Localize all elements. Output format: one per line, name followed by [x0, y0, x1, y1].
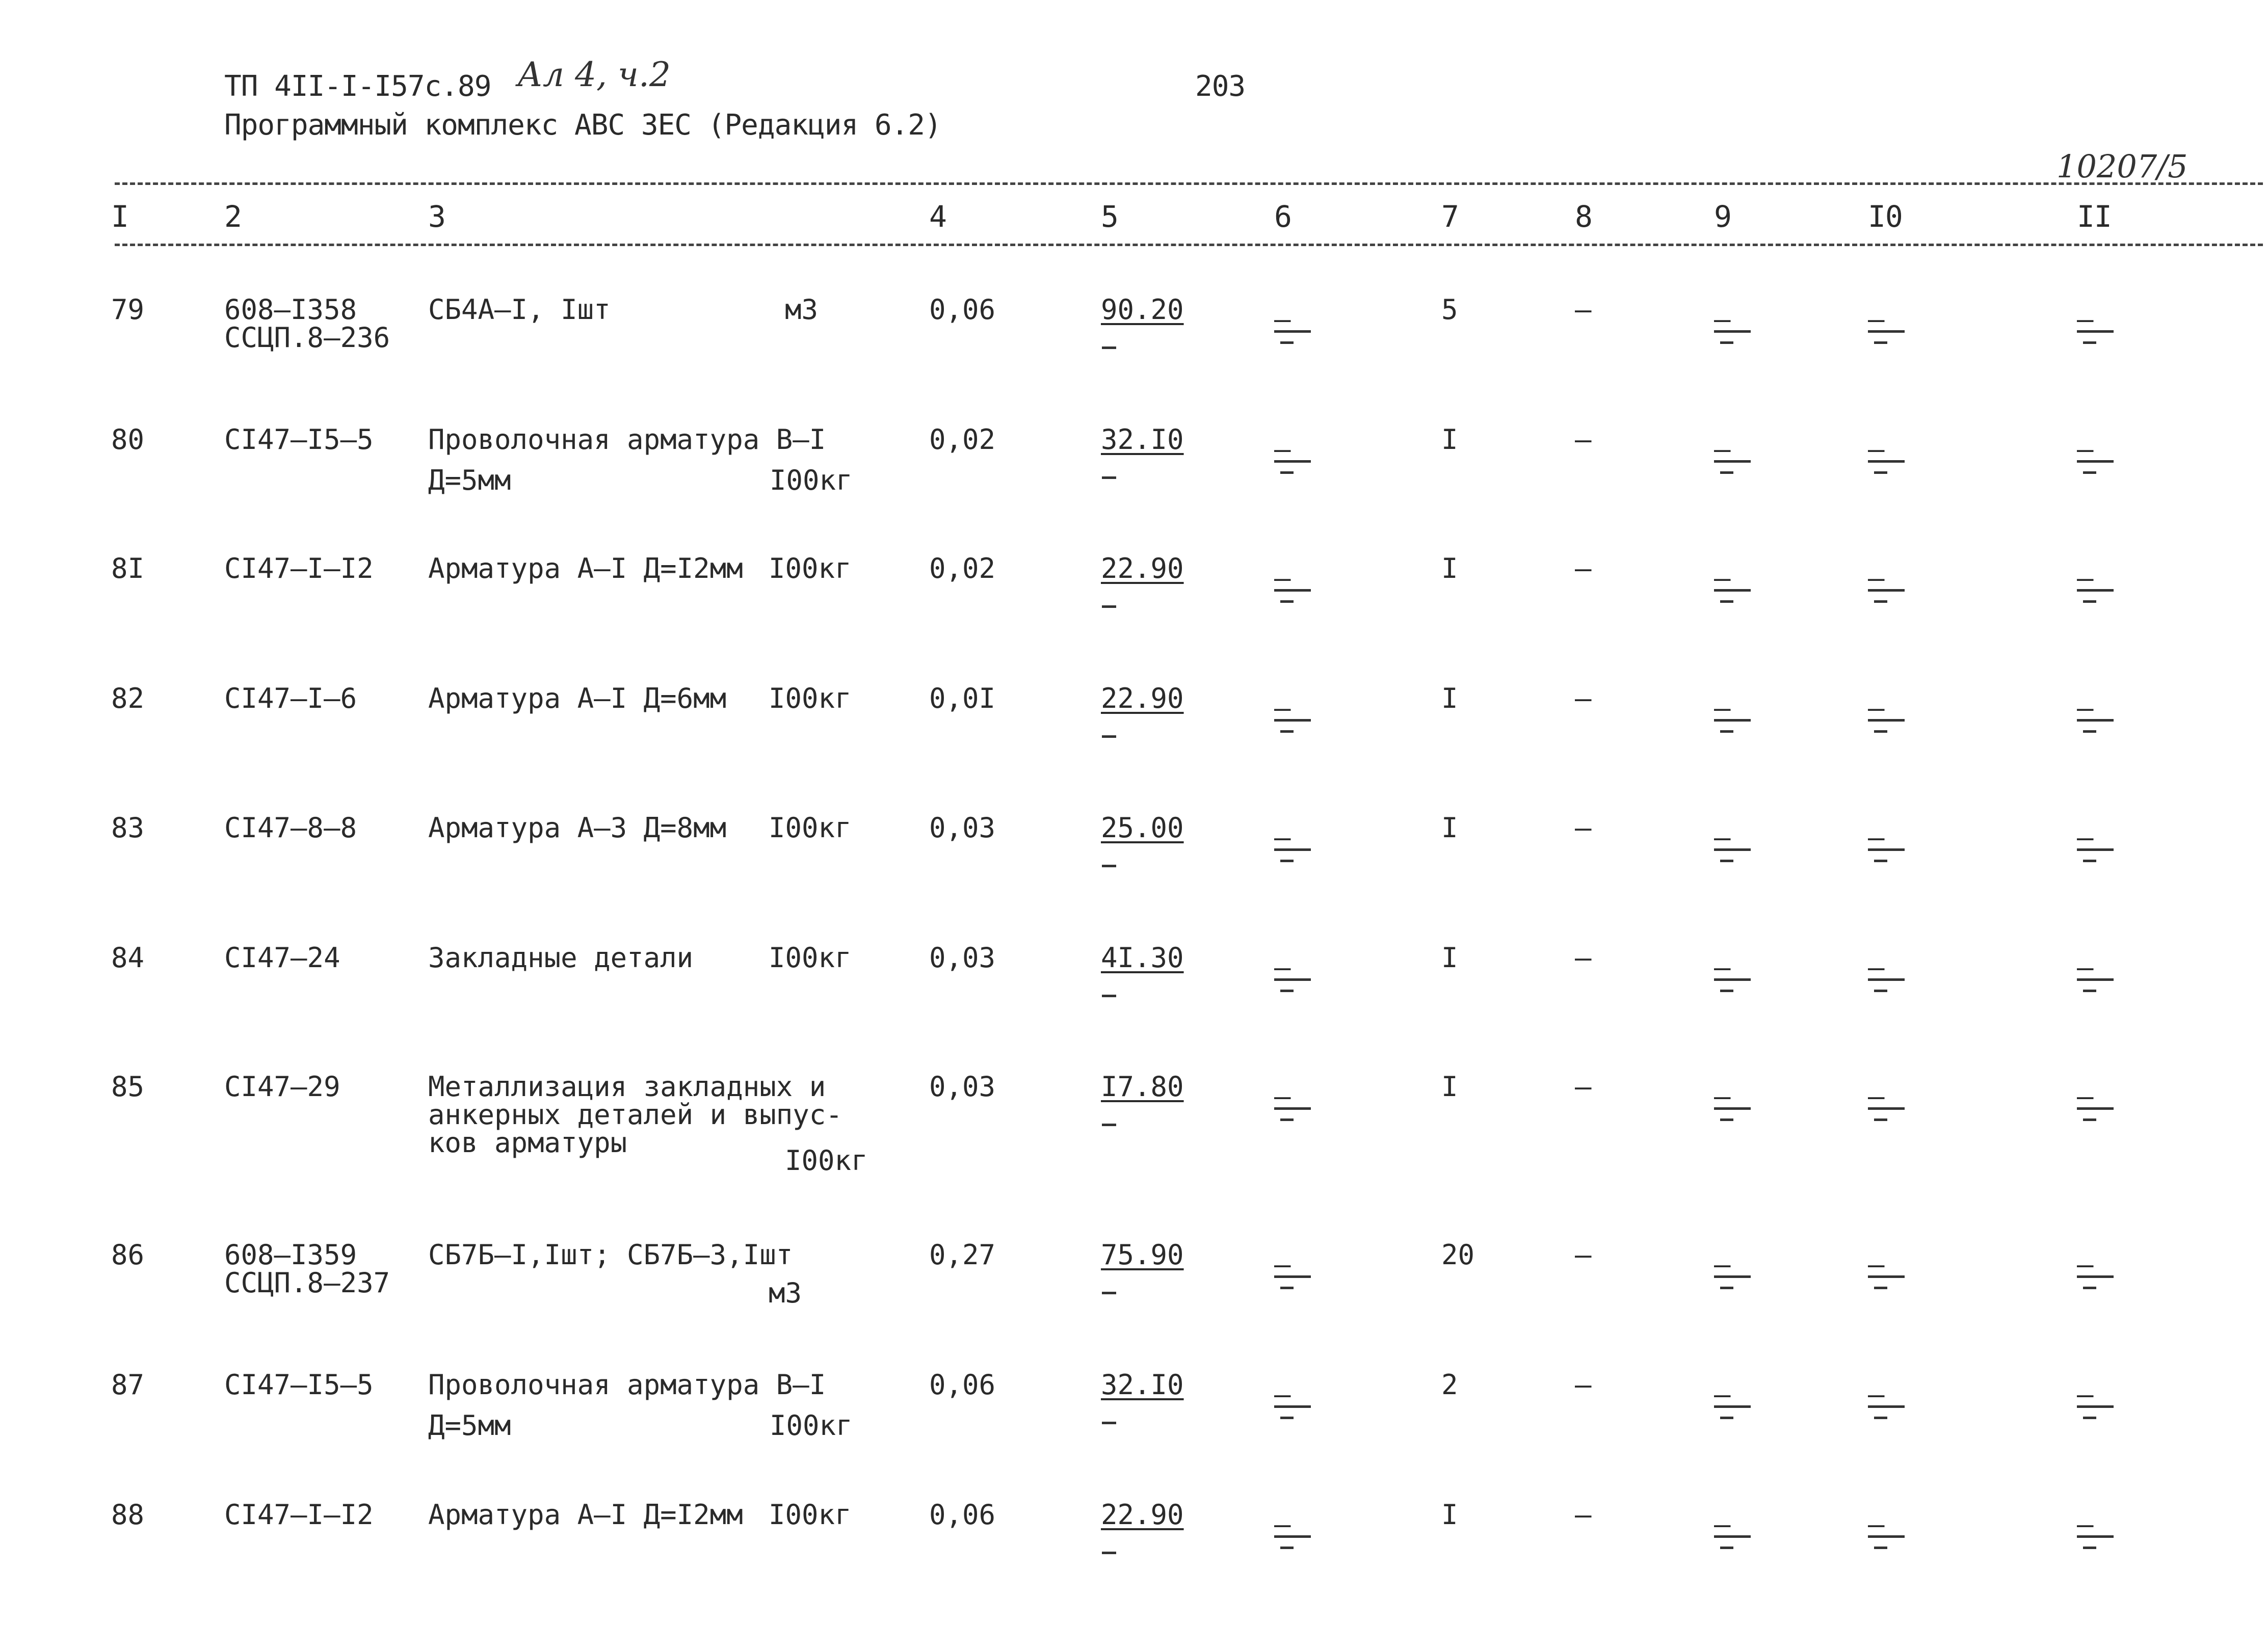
row-col8: – [1575, 1239, 1592, 1271]
row-number: 83 [111, 812, 145, 844]
row-description-line: Проволочная арматура В–I [428, 423, 826, 456]
dash-mark-col11 [2077, 562, 2118, 610]
dash-mark-bottom [2083, 1417, 2096, 1419]
dash-mark-bottom [1720, 600, 1733, 603]
row-unit: I00кг [769, 812, 852, 844]
dash-mark-col9 [1714, 692, 1755, 740]
dash-mark-bottom [1720, 860, 1733, 862]
dash-mark-bar [1274, 719, 1311, 722]
row-col8: – [1575, 294, 1592, 326]
dash-mark-col10 [1868, 433, 1909, 482]
row-code-line: 608–I358 [224, 294, 357, 326]
dash-mark-col9 [1714, 821, 1755, 870]
dash-mark-col10 [1868, 692, 1909, 740]
dash-mark-bottom [1720, 1547, 1733, 1549]
dash-mark-bottom [1280, 471, 1294, 474]
dash-mark-bar [1714, 589, 1751, 592]
doc-code: ТП 4II-I-I57с.89 [224, 70, 491, 103]
dash-mark-top: – [1274, 1080, 1291, 1112]
dash-mark-col6 [1274, 1378, 1315, 1427]
dash-mark-bottom [1720, 1417, 1733, 1419]
dash-mark-col9 [1714, 303, 1755, 352]
column-header-2: 2 [224, 199, 242, 234]
row-unit: I00кг [769, 1499, 852, 1531]
dash-mark-bar [1714, 719, 1751, 722]
row-quantity: 0,06 [929, 1369, 996, 1401]
dash-mark-bottom [2083, 1287, 2096, 1289]
row-unit: м3 [769, 1277, 802, 1309]
row-number: 85 [111, 1071, 145, 1103]
table-row [0, 1371, 2267, 1473]
dash-mark-top: – [1868, 562, 1885, 594]
row-unit: I00кг [785, 1144, 868, 1177]
dash-mark-bar [2077, 1535, 2114, 1538]
row-code-line: ССЦП.8–236 [224, 322, 390, 354]
dash-mark-bottom [1280, 1118, 1294, 1121]
dash-mark-top: – [2077, 692, 2094, 724]
dash-mark-bar [2077, 978, 2114, 981]
dash-mark-bottom [2083, 471, 2096, 474]
row-price: 22.90 [1101, 682, 1184, 714]
column-header-5: 5 [1101, 199, 1118, 234]
dash-mark-bar [2077, 1107, 2114, 1110]
row-quantity: 0,03 [929, 812, 996, 844]
price-subdash [1102, 1292, 1116, 1294]
row-price: I7.80 [1101, 1071, 1184, 1103]
dash-mark-bar [1274, 1275, 1311, 1278]
dash-mark-col10 [1868, 951, 1909, 1000]
row-col7: 2 [1441, 1369, 1458, 1401]
row-description-line: Закладные детали [428, 942, 694, 974]
dash-mark-col6 [1274, 433, 1315, 482]
price-subdash [1102, 347, 1116, 349]
dash-mark-bar [1714, 460, 1751, 463]
dash-mark-bottom [1874, 1287, 1887, 1289]
dash-mark-bar [1714, 848, 1751, 851]
handwritten-number: 10207/5 [2057, 148, 2188, 185]
dash-mark-top: – [1274, 562, 1291, 594]
dash-mark-col9 [1714, 562, 1755, 610]
page-number: 203 [1195, 70, 1246, 103]
row-price: 75.90 [1101, 1239, 1184, 1271]
row-quantity: 0,02 [929, 552, 996, 584]
column-header-9: 9 [1714, 199, 1731, 234]
row-quantity: 0,06 [929, 1499, 996, 1531]
dash-mark-top: – [1274, 951, 1291, 983]
row-description-line: Арматура А–I Д=I2мм [428, 552, 743, 584]
dash-mark-bottom [1874, 990, 1887, 992]
dash-mark-bottom [1874, 341, 1887, 344]
row-col7: 5 [1441, 294, 1458, 326]
row-code-line: ССЦП.8–237 [224, 1267, 390, 1299]
column-header-11: II [2077, 199, 2112, 234]
dash-mark-bar [1868, 848, 1905, 851]
row-unit: I00кг [769, 552, 852, 584]
row-col8: – [1575, 812, 1592, 844]
dash-mark-bar [1274, 848, 1311, 851]
dash-mark-bottom [1720, 1287, 1733, 1289]
row-price: 22.90 [1101, 1499, 1184, 1531]
row-description-line: ков арматуры [428, 1127, 627, 1159]
row-number: 80 [111, 423, 145, 456]
row-number: 79 [111, 294, 145, 326]
row-code-line: CI47–I–I2 [224, 1499, 374, 1531]
dash-mark-bottom [1874, 1118, 1887, 1121]
row-col7: I [1441, 1071, 1458, 1103]
dash-mark-top: – [1714, 1508, 1731, 1540]
table-row [0, 944, 2267, 1046]
dash-mark-bottom [1280, 341, 1294, 344]
dash-mark-bar [1714, 330, 1751, 333]
dash-mark-bar [1274, 460, 1311, 463]
dash-mark-bar [1714, 1405, 1751, 1408]
row-col8: – [1575, 1499, 1592, 1531]
dash-mark-bottom [1874, 1417, 1887, 1419]
dash-mark-bar [1714, 978, 1751, 981]
dash-mark-top: – [1714, 692, 1731, 724]
row-description-line: СБ4А–I, Iшт [428, 294, 611, 326]
row-unit: I00кг [770, 1409, 853, 1442]
dash-mark-top: – [1868, 1378, 1885, 1410]
dash-mark-bottom [1874, 600, 1887, 603]
row-col7: I [1441, 942, 1458, 974]
dash-mark-col11 [2077, 303, 2118, 352]
dash-mark-bar [1868, 719, 1905, 722]
price-subdash [1102, 1422, 1116, 1424]
handwritten-note: Ал 4, ч.2 [517, 55, 671, 94]
dash-mark-bar [1274, 978, 1311, 981]
dash-mark-bar [2077, 330, 2114, 333]
row-price: 90.20 [1101, 294, 1184, 326]
dash-mark-col10 [1868, 1080, 1909, 1129]
dash-mark-top: – [1868, 692, 1885, 724]
dash-mark-top: – [2077, 821, 2094, 854]
dash-mark-col6 [1274, 1080, 1315, 1129]
dash-mark-top: – [1868, 821, 1885, 854]
dash-mark-col11 [2077, 692, 2118, 740]
dash-mark-top: – [1868, 303, 1885, 335]
dash-mark-col9 [1714, 1508, 1755, 1557]
dash-mark-bottom [1280, 600, 1294, 603]
dash-mark-top: – [1274, 433, 1291, 465]
price-subdash [1102, 865, 1116, 867]
row-col7: 20 [1441, 1239, 1475, 1271]
row-unit: I00кг [769, 942, 852, 974]
dash-mark-col10 [1868, 303, 1909, 352]
row-col7: I [1441, 812, 1458, 844]
dash-mark-top: – [1274, 692, 1291, 724]
table-row [0, 554, 2267, 656]
dash-mark-bar [1868, 1275, 1905, 1278]
column-header-7: 7 [1441, 199, 1459, 234]
row-unit: I00кг [770, 464, 853, 496]
row-code-line: CI47–29 [224, 1071, 340, 1103]
dash-mark-col6 [1274, 562, 1315, 610]
row-description-line: анкерных деталей и выпус- [428, 1099, 842, 1131]
column-header-10: I0 [1868, 199, 1903, 234]
dash-mark-bottom [1280, 1547, 1294, 1549]
dash-mark-top: – [2077, 433, 2094, 465]
dash-mark-top: – [2077, 1378, 2094, 1410]
dash-mark-bar [2077, 589, 2114, 592]
price-subdash [1102, 735, 1116, 738]
dash-mark-top: – [1868, 1508, 1885, 1540]
column-header-6: 6 [1274, 199, 1291, 234]
column-header-8: 8 [1575, 199, 1592, 234]
row-description-line: Металлизация закладных и [428, 1071, 826, 1103]
dash-mark-bottom [2083, 1547, 2096, 1549]
dash-mark-bottom [2083, 990, 2096, 992]
dash-mark-top: – [1274, 1378, 1291, 1410]
row-col8: – [1575, 552, 1592, 584]
dash-mark-bottom [2083, 600, 2096, 603]
dash-mark-bottom [1280, 730, 1294, 733]
dash-mark-top: – [1274, 1508, 1291, 1540]
column-header-4: 4 [929, 199, 946, 234]
dash-mark-bottom [1280, 1287, 1294, 1289]
table-row [0, 1073, 2267, 1175]
row-code-line: CI47–I5–5 [224, 1369, 374, 1401]
row-code-line: CI47–I–6 [224, 682, 357, 714]
dash-mark-bottom [1280, 1417, 1294, 1419]
dash-mark-col10 [1868, 1248, 1909, 1297]
dash-mark-bar [2077, 719, 2114, 722]
dash-mark-bottom [1280, 990, 1294, 992]
dash-mark-top: – [1714, 1080, 1731, 1112]
dash-mark-col11 [2077, 821, 2118, 870]
dash-mark-top: – [1274, 821, 1291, 854]
row-quantity: 0,0I [929, 682, 996, 714]
dash-mark-bottom [2083, 860, 2096, 862]
dash-mark-bar [1714, 1107, 1751, 1110]
dash-mark-top: – [1714, 951, 1731, 983]
row-description-line: Арматура А–3 Д=8мм [428, 812, 727, 844]
dash-mark-bottom [2083, 730, 2096, 733]
price-subdash [1102, 995, 1116, 997]
dash-mark-top: – [1868, 951, 1885, 983]
row-price: 32.I0 [1101, 423, 1184, 456]
dash-mark-bar [1274, 1107, 1311, 1110]
dash-mark-bar [1868, 589, 1905, 592]
dash-mark-col9 [1714, 433, 1755, 482]
dash-mark-top: – [1274, 303, 1291, 335]
row-code-line: CI47–I–I2 [224, 552, 374, 584]
dash-mark-col11 [2077, 1378, 2118, 1427]
dash-mark-col10 [1868, 1508, 1909, 1557]
dash-mark-col9 [1714, 951, 1755, 1000]
dash-mark-top: – [2077, 303, 2094, 335]
dash-mark-col6 [1274, 821, 1315, 870]
dash-mark-col9 [1714, 1378, 1755, 1427]
row-col8: – [1575, 423, 1592, 456]
row-price: 25.00 [1101, 812, 1184, 844]
dash-mark-bottom [1874, 1547, 1887, 1549]
dash-mark-bar [1868, 1107, 1905, 1110]
row-quantity: 0,06 [929, 294, 996, 326]
dash-mark-bottom [2083, 1118, 2096, 1121]
row-col7: I [1441, 423, 1458, 456]
dash-mark-bar [2077, 848, 2114, 851]
row-quantity: 0,03 [929, 942, 996, 974]
dash-mark-bar [2077, 1275, 2114, 1278]
dash-mark-col6 [1274, 303, 1315, 352]
dash-mark-top: – [1868, 1080, 1885, 1112]
price-subdash [1102, 605, 1116, 608]
dash-mark-bar [1274, 589, 1311, 592]
dash-mark-bar [1714, 1535, 1751, 1538]
row-col8: – [1575, 1071, 1592, 1103]
dash-mark-col11 [2077, 433, 2118, 482]
dash-mark-top: – [1274, 1248, 1291, 1281]
dash-mark-col10 [1868, 821, 1909, 870]
dash-mark-col11 [2077, 1508, 2118, 1557]
dash-mark-col10 [1868, 562, 1909, 610]
column-header-1: I [111, 199, 128, 234]
dash-mark-col11 [2077, 1080, 2118, 1129]
dash-mark-bar [1714, 1275, 1751, 1278]
header-top-rule [115, 182, 2263, 185]
dash-mark-top: – [1714, 1248, 1731, 1281]
row-code-line: CI47–24 [224, 942, 340, 974]
dash-mark-top: – [1714, 433, 1731, 465]
row-description-line: СБ7Б–I,Iшт; СБ7Б–3,Iшт [428, 1239, 793, 1271]
dash-mark-bar [1868, 978, 1905, 981]
dash-mark-bottom [1720, 1118, 1733, 1121]
row-col8: – [1575, 1369, 1592, 1401]
doc-subtitle: Программный комплекс АВС 3ЕС (Редакция 6.2) [224, 109, 941, 142]
dash-mark-col9 [1714, 1248, 1755, 1297]
row-col8: – [1575, 682, 1592, 714]
dash-mark-bottom [1874, 860, 1887, 862]
dash-mark-top: – [1714, 1378, 1731, 1410]
dash-mark-bottom [1874, 471, 1887, 474]
dash-mark-top: – [1868, 1248, 1885, 1281]
row-number: 84 [111, 942, 145, 974]
row-col8: – [1575, 942, 1592, 974]
row-col7: I [1441, 682, 1458, 714]
row-col7: I [1441, 552, 1458, 584]
row-quantity: 0,27 [929, 1239, 996, 1271]
row-unit: I00кг [769, 682, 852, 714]
row-quantity: 0,02 [929, 423, 996, 456]
dash-mark-bottom [1874, 730, 1887, 733]
dash-mark-bar [1868, 1535, 1905, 1538]
dash-mark-bar [1274, 1535, 1311, 1538]
table-row [0, 1241, 2267, 1343]
dash-mark-col9 [1714, 1080, 1755, 1129]
column-header-3: 3 [428, 199, 445, 234]
row-col7: I [1441, 1499, 1458, 1531]
dash-mark-col11 [2077, 1248, 2118, 1297]
row-number: 88 [111, 1499, 145, 1531]
price-subdash [1102, 1124, 1116, 1126]
table-row [0, 1501, 2267, 1603]
row-price: 22.90 [1101, 552, 1184, 584]
price-subdash [1102, 1552, 1116, 1554]
dash-mark-col11 [2077, 951, 2118, 1000]
table-row [0, 814, 2267, 916]
dash-mark-bottom [1720, 471, 1733, 474]
row-price: 32.I0 [1101, 1369, 1184, 1401]
dash-mark-top: – [2077, 1508, 2094, 1540]
row-number: 8I [111, 552, 145, 584]
table-row [0, 296, 2267, 397]
dash-mark-col10 [1868, 1378, 1909, 1427]
row-description-line: Арматура А–I Д=I2мм [428, 1499, 743, 1531]
dash-mark-col6 [1274, 692, 1315, 740]
dash-mark-bottom [1720, 730, 1733, 733]
dash-mark-top: – [2077, 1248, 2094, 1281]
row-code-line: 608–I359 [224, 1239, 357, 1271]
price-subdash [1102, 476, 1116, 479]
dash-mark-bar [2077, 460, 2114, 463]
dash-mark-top: – [1714, 821, 1731, 854]
dash-mark-bottom [1280, 860, 1294, 862]
dash-mark-col6 [1274, 1508, 1315, 1557]
row-description-line: Арматура А–I Д=6мм [428, 682, 727, 714]
table-row [0, 425, 2267, 527]
row-price: 4I.30 [1101, 942, 1184, 974]
dash-mark-col6 [1274, 951, 1315, 1000]
table-row [0, 684, 2267, 786]
dash-mark-col6 [1274, 1248, 1315, 1297]
dash-mark-top: – [1868, 433, 1885, 465]
dash-mark-bar [1868, 1405, 1905, 1408]
row-description-line: Проволочная арматура В–I [428, 1369, 826, 1401]
dash-mark-bar [1274, 1405, 1311, 1408]
dash-mark-top: – [1714, 303, 1731, 335]
dash-mark-bottom [2083, 341, 2096, 344]
dash-mark-top: – [2077, 562, 2094, 594]
dash-mark-top: – [2077, 1080, 2094, 1112]
row-description-line: Д=5мм [428, 1409, 511, 1442]
dash-mark-bottom [1720, 990, 1733, 992]
row-quantity: 0,03 [929, 1071, 996, 1103]
row-unit: м3 [785, 294, 819, 326]
row-description-line: Д=5мм [428, 464, 511, 496]
row-number: 87 [111, 1369, 145, 1401]
row-number: 86 [111, 1239, 145, 1271]
row-code-line: CI47–I5–5 [224, 423, 374, 456]
dash-mark-bar [1868, 460, 1905, 463]
header-bottom-rule [115, 244, 2263, 246]
dash-mark-bar [2077, 1405, 2114, 1408]
dash-mark-top: – [2077, 951, 2094, 983]
row-code-line: CI47–8–8 [224, 812, 357, 844]
dash-mark-bottom [1720, 341, 1733, 344]
dash-mark-top: – [1714, 562, 1731, 594]
dash-mark-bar [1274, 330, 1311, 333]
row-number: 82 [111, 682, 145, 714]
dash-mark-bar [1868, 330, 1905, 333]
